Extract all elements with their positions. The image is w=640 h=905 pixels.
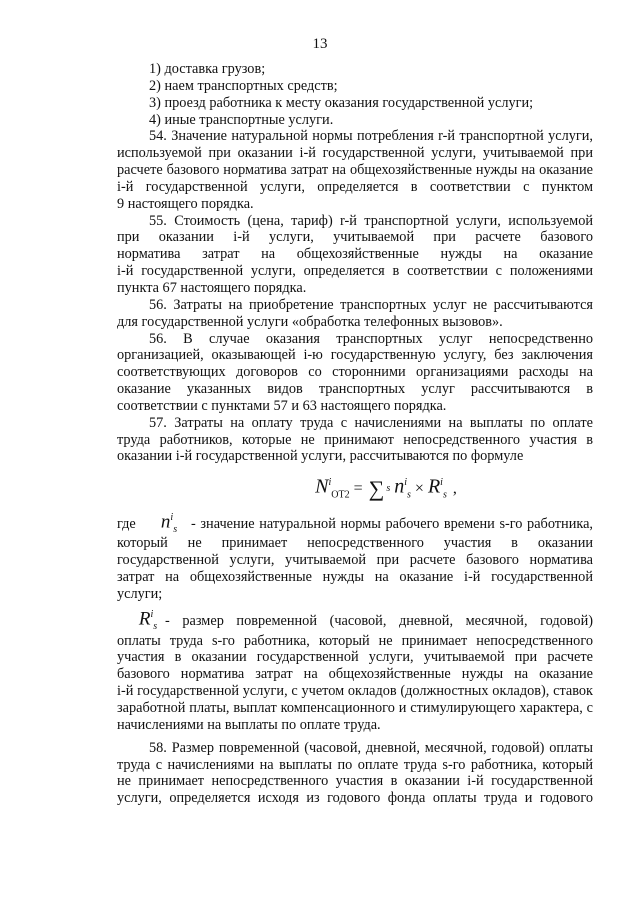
paragraph-58 bbox=[117, 740, 593, 807]
paragraph-line: 9 настоящего порядка. bbox=[117, 195, 254, 212]
formula-lhs bbox=[315, 475, 349, 505]
paragraph-line: при оказании i-й услуги, учитываемой при расчете базового bbox=[117, 229, 593, 246]
formula-equals: = bbox=[353, 479, 363, 497]
formula-lhs-sup: i bbox=[328, 476, 332, 488]
paragraph-line: соответствующих договоров со сторонними организациями расходы на bbox=[117, 364, 593, 381]
n-symbol-letter: n bbox=[160, 511, 171, 533]
definition-n-first-line bbox=[117, 513, 593, 535]
paragraph-line: 55. Стоимость (цена, тариф) r-й транспортной услуги, используемой bbox=[149, 212, 593, 229]
paragraph-line: 54. Значение натуральной нормы потребления r-й транспортной услуги, bbox=[149, 128, 593, 145]
transport-services-list bbox=[117, 61, 593, 128]
formula-r bbox=[428, 475, 447, 505]
paragraph-line: для государственной услуги «обработка телефонных вызовов». bbox=[117, 313, 503, 330]
r-symbol bbox=[131, 607, 165, 636]
formula-comma: , bbox=[452, 479, 457, 497]
paragraph-line: расчете базового норматива затрат на общехозяйственные нужды на оказание bbox=[117, 162, 593, 179]
labor-cost-formula bbox=[117, 465, 593, 513]
paragraph-line: i-й государственной услуги, определяется в соответствии с положениями bbox=[117, 263, 593, 280]
paragraph-line: услуги, определяется исходя из годового фонда оплаты труда и годового bbox=[117, 790, 593, 807]
formula-r-symbol: R bbox=[427, 475, 441, 498]
paragraph-line: участия в оказании государственной услуги, учитываемой при расчете bbox=[117, 649, 593, 666]
paragraph-line: заработной платы, выплат компенсационного и стимулирующего характера, с bbox=[117, 700, 593, 716]
paragraph-line: соответствии с пунктами 57 и 63 настоящего порядка. bbox=[117, 397, 447, 414]
formula-n-sub: s bbox=[407, 489, 411, 501]
paragraph-line: 58. Размер повременной (часовой, дневной, месячной, годовой) оплаты bbox=[149, 739, 593, 756]
definition-r bbox=[117, 608, 593, 734]
paragraph-line: 57. Затраты на оплату труда с начислениями на выплаты по оплате bbox=[149, 414, 593, 431]
list-item: 1) доставка грузов; bbox=[149, 61, 266, 77]
paragraph-line: который не принимает непосредственного участия в оказании bbox=[117, 535, 593, 552]
r-symbol-sub: s bbox=[153, 621, 158, 633]
document-body bbox=[117, 61, 593, 807]
formula-r-sup: i bbox=[440, 476, 443, 488]
r-symbol-letter: R bbox=[138, 608, 151, 630]
r-symbol-sup: i bbox=[150, 609, 154, 621]
paragraph-line: оказание указанных видов транспортных услуг рассчитываются в bbox=[117, 381, 593, 398]
formula-n-sup: i bbox=[404, 476, 408, 488]
paragraph-line: услуги; bbox=[117, 585, 163, 602]
paragraph-line: начислениями на выплаты по оплате труда. bbox=[117, 716, 381, 733]
where-label: где bbox=[117, 515, 136, 532]
paragraph-line: не принимает непосредственного участия в оказании i-й государственной bbox=[117, 773, 593, 790]
definition-text: - значение натуральной нормы рабочего времени s-го работника, bbox=[191, 515, 593, 532]
paragraph-line: 56. В случае оказания транспортных услуг непосредственно bbox=[149, 330, 593, 347]
definition-r-first-line bbox=[117, 608, 593, 633]
paragraph-line: 56. Затраты на приобретение транспортных услуг не рассчитываются bbox=[149, 296, 593, 313]
paragraph-line: пункта 67 настоящего порядка. bbox=[117, 279, 307, 296]
paragraph-55 bbox=[117, 213, 593, 297]
paragraph-line: оплаты труда s-го работника, который не принимает непосредственного bbox=[117, 632, 593, 649]
paragraph-line: затрат на общехозяйственные нужды на оказание i-й государственной bbox=[117, 568, 593, 585]
formula-sum-sub: s bbox=[386, 482, 391, 494]
paragraph-line: труда работников, которые не принимают непосредственного участия в bbox=[117, 431, 593, 448]
paragraph-line: i-й государственной услуги, с учетом окладов (должностных окладов), ставок bbox=[117, 683, 593, 700]
n-symbol-sub: s bbox=[173, 523, 178, 535]
paragraph-line: государственной услуги, учитываемой при расчете базового норматива bbox=[117, 552, 593, 569]
paragraph-line: используемой при оказании i-й государственной услуги, учитываемой при bbox=[117, 145, 593, 162]
page-number: 13 bbox=[312, 36, 328, 52]
paragraph-54 bbox=[117, 128, 593, 212]
paragraph-57 bbox=[117, 415, 593, 466]
paragraph-line: оказании i-й государственной услуги, рассчитываются по формуле bbox=[117, 448, 524, 465]
paragraph-line: норматива затрат на общехозяйственные нужды на оказание bbox=[117, 246, 593, 263]
formula-r-sub: s bbox=[442, 489, 447, 501]
formula-lhs-symbol: N bbox=[315, 475, 329, 498]
paragraph-56-phone-calls bbox=[117, 297, 593, 331]
formula-n-symbol: n bbox=[394, 475, 405, 498]
paragraph-line: организацией, оказывающей i-ю государственную услугу, без заключения bbox=[117, 347, 593, 364]
n-symbol-sup: i bbox=[170, 511, 174, 523]
definition-n bbox=[117, 513, 593, 602]
definition-text: - размер повременной (часовой, дневной, месячной, годовой) bbox=[165, 613, 593, 630]
formula-n bbox=[394, 475, 411, 505]
paragraph-line: труда с начислениями на выплаты по оплате труда s-го работника, который bbox=[117, 756, 593, 773]
list-item: 4) иные транспортные услуги. bbox=[149, 111, 334, 128]
paragraph-line: i-й государственной услуги, определяется в соответствии с пунктом bbox=[117, 178, 593, 195]
paragraph-line: базового норматива затрат на общехозяйственные нужды на оказание bbox=[117, 666, 593, 683]
list-item: 3) проезд работника к месту оказания государственной услуги; bbox=[149, 94, 534, 111]
formula-lhs-sub: ОТ2 bbox=[331, 489, 350, 501]
paragraph-56-own-transport bbox=[117, 331, 593, 415]
list-item: 2) наем транспортных средств; bbox=[149, 77, 338, 94]
formula-times: × bbox=[414, 479, 424, 497]
formula-sum: ∑ bbox=[368, 475, 385, 501]
